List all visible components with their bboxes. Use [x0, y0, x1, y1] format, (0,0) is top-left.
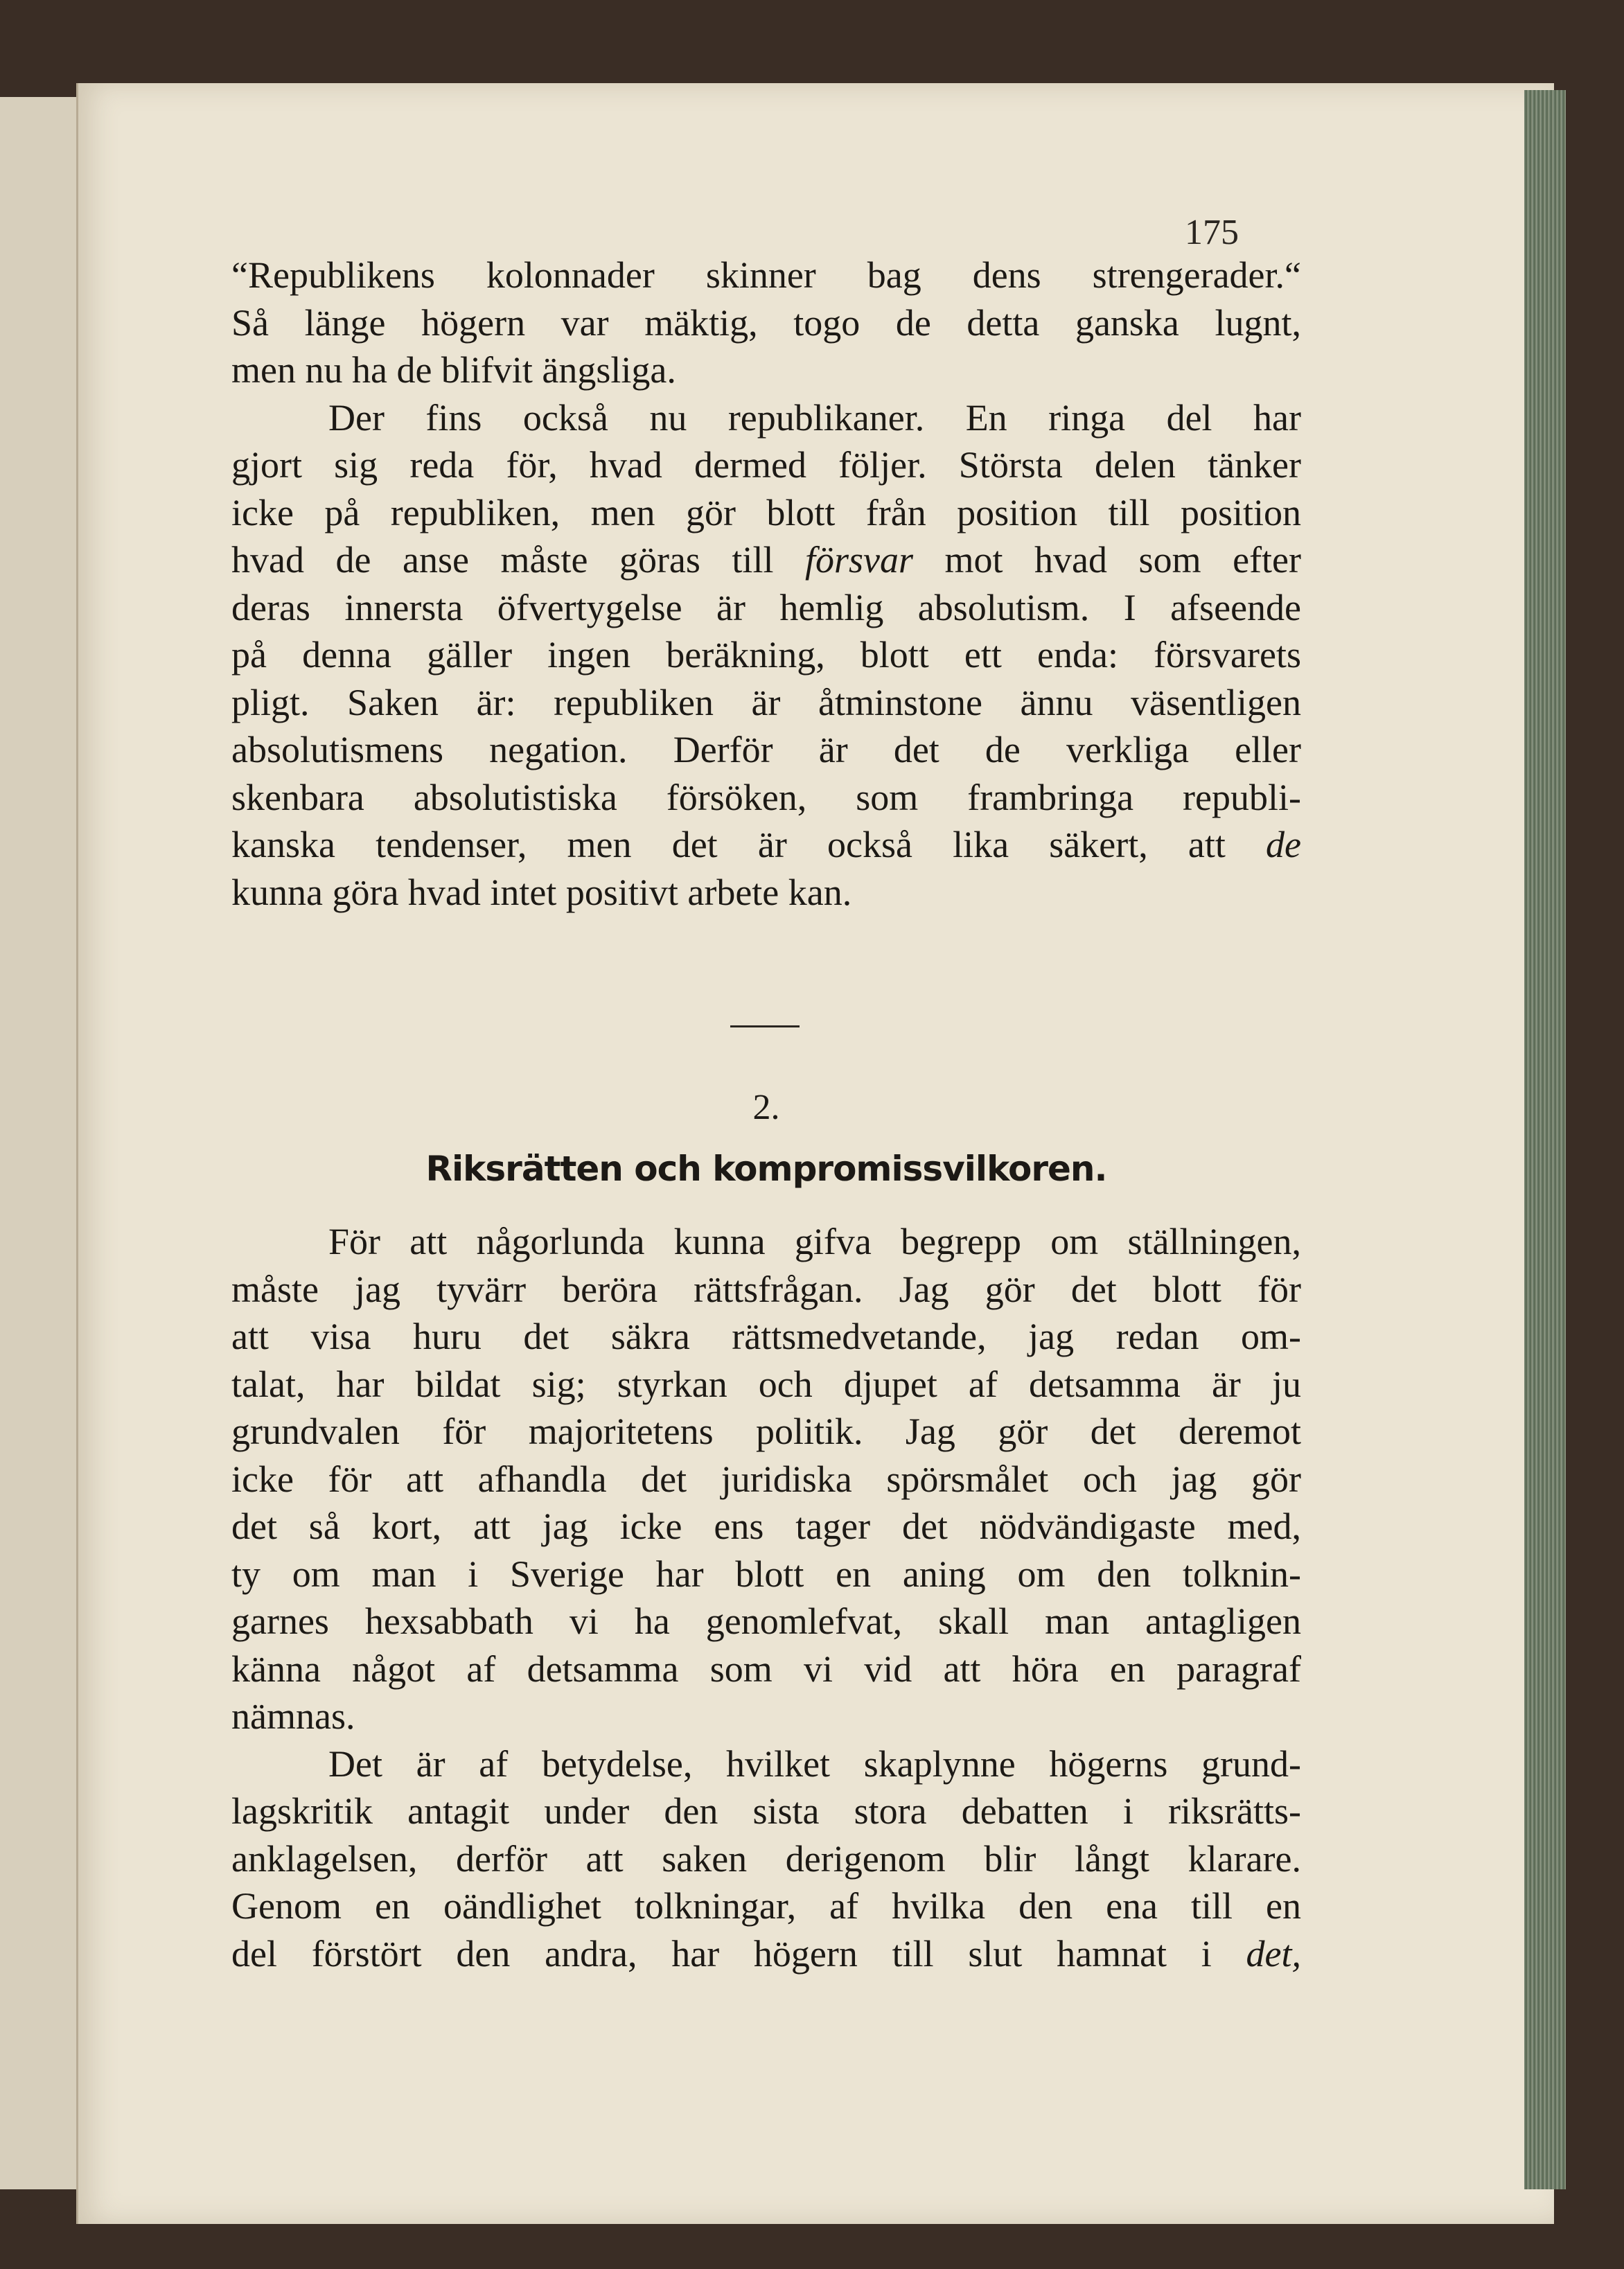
book-spine-edge	[1524, 90, 1566, 2189]
text-line: måste jag tyvärr beröra rättsfrågan. Jag gör det blott för	[231, 1268, 1301, 1310]
text-line-with-emphasis: hvad de anse måste göras till försvar mot hvad som efter	[231, 539, 1302, 581]
text-line: men nu ha de blifvit ängsliga.	[231, 349, 676, 391]
section-divider	[730, 1025, 800, 1027]
text-line-with-emphasis: del förstört den andra, har högern till slut hamnat i det,	[231, 1932, 1302, 1975]
emphasis-de: de	[1266, 824, 1302, 865]
text-line: icke för att afhandla det juridiska spörsmålet och jag gör	[231, 1458, 1301, 1500]
text-line: Så länge högern var mäktig, togo de detta ganska lugnt,	[231, 301, 1301, 344]
text-line: på denna gäller ingen beräkning, blott ett enda: försvarets	[231, 634, 1301, 676]
text-line: nämnas.	[231, 1695, 355, 1737]
text-line: garnes hexsabbath vi ha genomlefvat, skall man antagligen	[231, 1600, 1301, 1642]
text-line: skenbara absolutistiska försöken, som frambringa republi-	[231, 776, 1301, 818]
paragraph-block-1	[231, 251, 1301, 916]
text-line: absolutismens negation. Derför är det de verkliga eller	[231, 729, 1301, 770]
facing-page-edge	[0, 97, 79, 2189]
text-line: gjort sig reda för, hvad dermed följer. Största delen tänker	[231, 444, 1301, 486]
text-line: grundvalen för majoritetens politik. Jag gör det deremot	[231, 1411, 1301, 1452]
text-line: ty om man i Sverige har blott en aning om den tolknin-	[231, 1553, 1301, 1595]
emphasis-det: det,	[1246, 1932, 1302, 1975]
text-line: anklagelsen, derför att saken derigenom blir långt klarare.	[231, 1837, 1301, 1880]
text-line-with-emphasis: kanska tendenser, men det är också lika säkert, att de	[231, 824, 1302, 865]
text-line: pligt. Saken är: republiken är åtminstone ännu väsentligen	[231, 681, 1301, 723]
text-line: “Republikens kolonnader skinner bag dens strengerader.“	[231, 254, 1301, 296]
text-line: lagskritik antagit under den sista stora debatten i riksrätts-	[231, 1790, 1301, 1832]
text-line: Genom en oändlighet tolkningar, af hvilka den ena till en	[231, 1885, 1301, 1927]
emphasis-forsvar: försvar	[804, 539, 913, 581]
text-line: Der fins också nu republikaner. En ringa del har	[328, 396, 1301, 439]
text-line: Det är af betydelse, hvilket skaplynne högerns grund-	[328, 1742, 1301, 1785]
section-number: 2.	[752, 1088, 780, 1127]
paragraph-block-2	[231, 1218, 1301, 1977]
text-line: För att någorlunda kunna gifva begrepp om ställningen,	[328, 1221, 1301, 1262]
page-number: 175	[1185, 213, 1239, 252]
text-line: deras innersta öfvertygelse är hemlig absolutism. I afseende	[231, 586, 1301, 628]
text-line: det så kort, att jag icke ens tager det nödvändigaste med,	[231, 1506, 1301, 1547]
text-line: icke på republiken, men gör blott från position till position	[231, 491, 1301, 533]
text-line: talat, har bildat sig; styrkan och djupet af detsamma är ju	[231, 1363, 1301, 1405]
text-line: känna något af detsamma som vi vid att höra en paragraf	[231, 1648, 1301, 1690]
text-line: att visa huru det säkra rättsmedvetande, jag redan om-	[231, 1316, 1301, 1357]
text-line: kunna göra hvad intet positivt arbete kan.	[231, 871, 852, 913]
section-title: Riksrätten och kompromissvilkoren.	[425, 1149, 1107, 1189]
